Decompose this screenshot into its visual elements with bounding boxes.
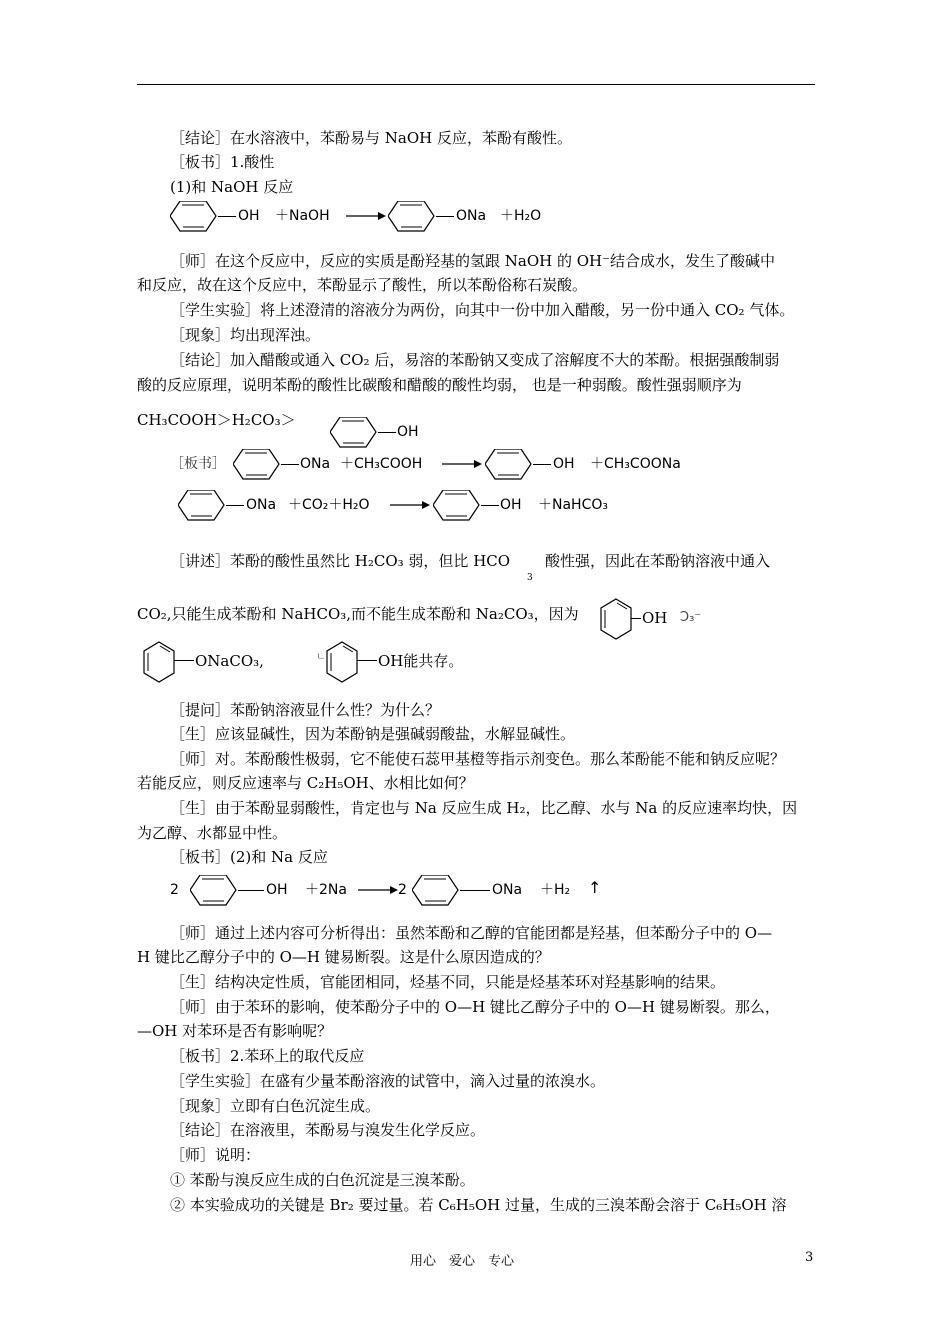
text-line: ［板书］(2)和 Na 反应	[170, 848, 328, 866]
text-line: ［板书］2.苯环上的取代反应	[170, 1047, 365, 1065]
text-line: ［生］由于苯酚显弱酸性，肯定也与 Na 反应生成 H₂，比乙醇、水与 Na 的反应速率均快，因	[170, 799, 798, 817]
text-line: ［结论］加入醋酸或通入 CO₂ 后，易溶的苯酚钠又变成了溶解度不大的苯酚。根据强酸制弱	[170, 351, 780, 369]
eq2-plus2: ＋CH₃COONa	[590, 456, 681, 472]
text-line: ［结论］在水溶液中，苯酚易与 NaOH 反应，苯酚有酸性。	[170, 129, 572, 147]
text-line: ［师］在这个反应中，反应的实质是酚羟基的氢跟 NaOH 的 OH⁻结合成水，发生了酸碱中	[170, 252, 776, 270]
inline-oh-coexist: OH能共存。	[378, 652, 464, 670]
eq2-label: ［板书］	[170, 456, 226, 472]
text-line: ［结论］在溶液里，苯酚易与溴发生化学反应。	[170, 1121, 486, 1139]
eq1-plus2: ＋H₂O	[500, 208, 542, 224]
reaction-arrow	[390, 498, 430, 512]
benzene-ring	[600, 598, 634, 642]
eq1-plus1: ＋NaOH	[275, 208, 330, 224]
page-footer: 用心 爱心 专心	[410, 1254, 515, 1269]
benzene-ring	[326, 641, 360, 685]
inline-fragment: Ɔ₃⁻	[680, 610, 702, 625]
text-line: 若能反应，则反应速率与 C₂H₅OH、水相比如何？	[137, 774, 474, 792]
text-line: ［生］应该显碱性，因为苯酚钠是强碱弱酸盐，水解显碱性。	[170, 725, 576, 743]
text-line: ① 苯酚与溴反应生成的白色沉淀是三溴苯酚。	[170, 1171, 475, 1189]
eq1-ona: ONa	[456, 208, 487, 224]
benzene-ring	[485, 449, 533, 481]
text-line: CO₂,只能生成苯酚和 NaHCO₃,而不能生成苯酚和 Na₂CO₃，因为	[137, 605, 579, 623]
text-line: —OH 对苯环是否有影响呢？	[137, 1022, 333, 1040]
text-line: ［现象］均出现浑浊。	[170, 326, 321, 344]
benzene-ring	[388, 201, 436, 233]
text-line: 酸的反应原理，说明苯酚的酸性比碳酸和醋酸的酸性均弱， 也是一种弱酸。酸性强弱顺序为	[137, 376, 742, 394]
eq2-oh: OH	[553, 456, 575, 472]
text-line: ［讲述］苯酚的酸性虽然比 H₂CO₃ 弱，但比 HCO	[170, 552, 511, 570]
inline-mark: ㄴ	[316, 652, 326, 663]
eq3-oh: OH	[500, 497, 522, 513]
eq4-ona: ONa	[492, 882, 523, 898]
eq1-oh: OH	[238, 208, 260, 224]
benzene-ring	[143, 641, 177, 685]
text-line: ［生］结构决定性质，官能团相同，烃基不同，只能是烃基苯环对羟基影响的结果。	[170, 973, 726, 991]
reaction-arrow	[346, 209, 386, 223]
text-line: ［提问］苯酚钠溶液显什么性？为什么？	[170, 701, 441, 719]
benzene-ring	[233, 449, 281, 481]
text-line: ② 本实验成功的关键是 Br₂ 要过量。若 C₆H₅OH 过量，生成的三溴苯酚会溶于 C₆H₅OH 溶	[170, 1196, 787, 1214]
text-line: H 键比乙醇分子中的 O—H 键易断裂。这是什么原因造成的？	[137, 948, 550, 966]
benzene-ring	[170, 201, 218, 233]
text-line: ［学生实验］在盛有少量苯酚溶液的试管中，滴入过量的浓溴水。	[170, 1072, 606, 1090]
eq2-plus1: ＋CH₃COOH	[340, 456, 423, 472]
eq4-oh: OH	[266, 882, 288, 898]
up-arrow-icon: ↑	[588, 878, 602, 897]
text-line: CH₃COOH＞H₂CO₃＞	[137, 411, 296, 429]
eq2-ona: ONa	[300, 456, 331, 472]
inline-oh: OH	[642, 609, 668, 627]
text-line: ［师］通过上述内容可分析得出：虽然苯酚和乙醇的官能团都是羟基，但苯酚分子中的 O—	[170, 924, 773, 942]
text-line: ［学生实验］将上述澄清的溶液分为两份，向其中一份中加入醋酸，另一份中通入 CO₂ 气体。	[170, 301, 795, 319]
benzene-ring	[433, 490, 481, 522]
eq4-plus2: ＋H₂	[540, 882, 571, 898]
text-line: 酸性强，因此在苯酚钠溶液中通入	[545, 552, 771, 570]
eq3-ona: ONa	[246, 497, 277, 513]
page-number: 3	[805, 1250, 814, 1265]
text-line: 为乙醇、水都显中性。	[137, 824, 288, 842]
eq3-plus2: ＋NaHCO₃	[538, 497, 608, 513]
inline-onaco3: ONaCO₃,	[195, 652, 264, 670]
reaction-arrow	[442, 457, 482, 471]
text-line: ［师］说明：	[170, 1146, 261, 1164]
eq4-coef2: 2	[398, 882, 407, 898]
header-rule	[137, 84, 815, 85]
text-line: ［现象］立即有白色沉淀生成。	[170, 1097, 381, 1115]
benzene-ring	[412, 875, 460, 907]
benzene-ring	[330, 417, 378, 449]
eq2-top-oh: OH	[397, 424, 419, 440]
text-line: (1)和 NaOH 反应	[170, 178, 294, 196]
benzene-ring	[178, 490, 226, 522]
text-line: ［师］由于苯环的影响，使苯酚分子中的 O—H 键比乙醇分子中的 O—H 键易断裂。那么，	[170, 998, 780, 1016]
text-line: ［板书］1.酸性	[170, 153, 275, 171]
eq3-plus1: ＋CO₂＋H₂O	[288, 497, 370, 513]
text-line: 和反应，故在这个反应中，苯酚显示了酸性，所以苯酚俗称石炭酸。	[137, 276, 588, 294]
reaction-arrow	[358, 883, 398, 897]
subscript: 3	[527, 573, 533, 583]
benzene-ring	[190, 875, 238, 907]
text-line: ［师］对。苯酚酸性极弱，它不能使石蕊甲基橙等指示剂变色。那么苯酚能不能和钠反应呢？	[170, 750, 786, 768]
eq4-plus1: ＋2Na	[305, 882, 347, 898]
eq4-coef1: 2	[170, 882, 179, 898]
